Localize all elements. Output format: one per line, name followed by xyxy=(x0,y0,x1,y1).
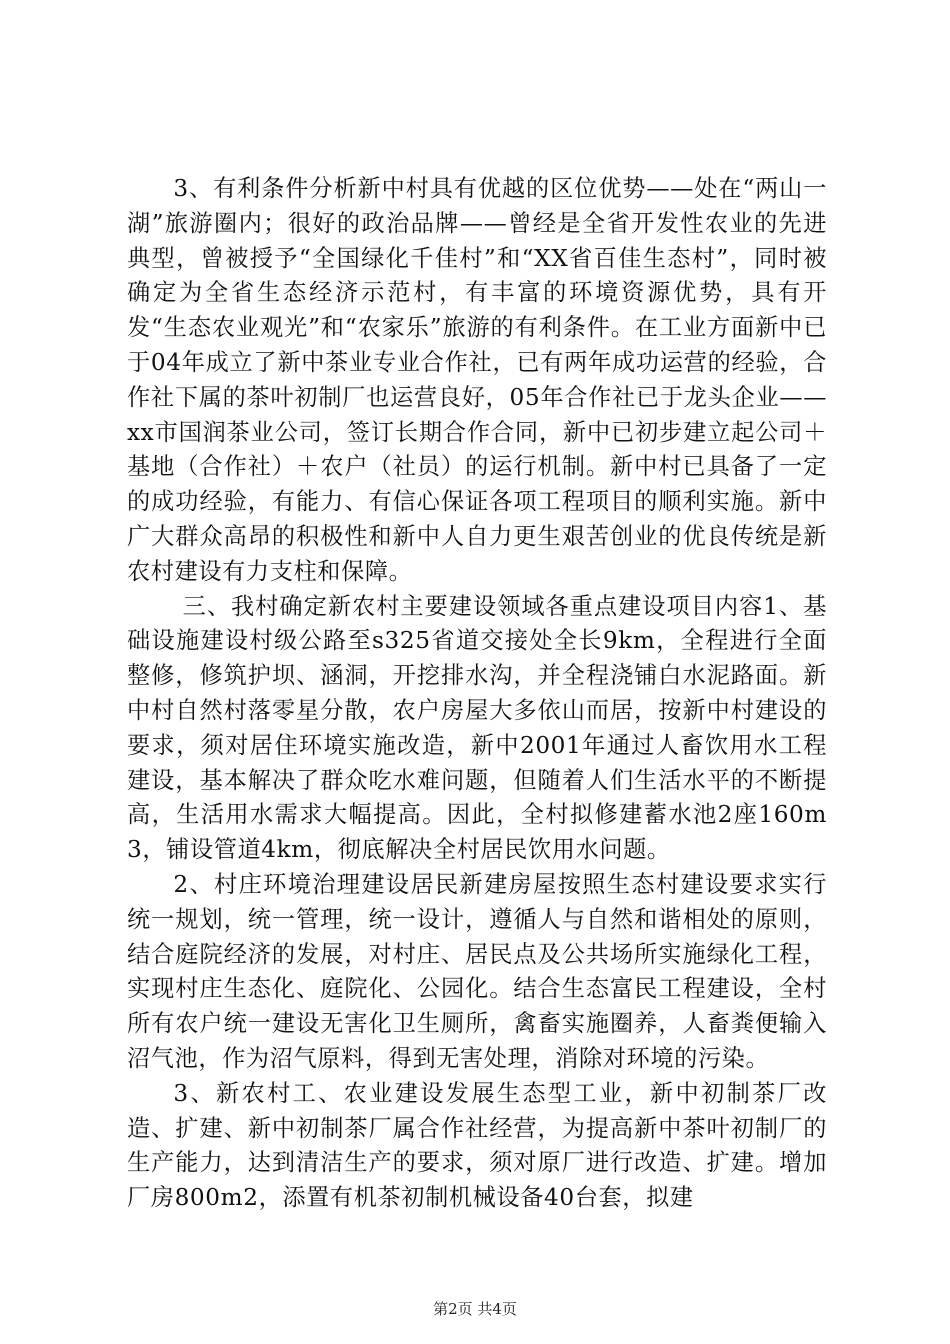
page-footer: 第2页 共4页 xyxy=(433,1300,517,1318)
paragraph-favorable-conditions: 3、有利条件分析新中村具有优越的区位优势——处在“两山一湖”旅游圈内；很好的政治品牌——曾经是全省开发性农业的先进典型，曾被授予“全国绿化千佳村”和“XX省百佳生态村”，同时被确定为全省生态经济示范村，有丰富的环境资源优势，具有开发“生态农业观光”和“农家乐”旅游的有利条件。在工业方面新中已于04年成立了新中茶业专业合作社，已有两年成功运营的经验，合作社下属的茶叶初制厂也运营良好，05年合作社已于龙头企业——xx市国润茶业公司，签订长期合作合同，新中已初步建立起公司＋基地（合作社）＋农户（社员）的运行机制。新中村已具备了一定的成功经验，有能力、有信心保证各项工程项目的顺利实施。新中广大群众高昂的积极性和新中人自力更生艰苦创业的优良传统是新农村建设有力支柱和保障。 xyxy=(127,175,827,585)
paragraph-industry-agriculture: 3、新农村工、农业建设发展生态型工业，新中初制茶厂改造、扩建、新中初制茶厂属合作社经营，为提高新中茶叶初制厂的生产能力，达到清洁生产的要求，须对原厂进行改造、扩建。增加厂房800m2，添置有机茶初制机械设备40台套，拟建 xyxy=(127,1079,827,1212)
paragraph-village-environment: 2、村庄环境治理建设居民新建房屋按照生态村建设要求实行统一规划，统一管理，统一设计，遵循人与自然和谐相处的原则，结合庭院经济的发展，对村庄、居民点及公共场所实施绿化工程，实现村庄生态化、庭院化、公园化。结合生态富民工程建设，全村所有农户统一建设无害化卫生厕所，禽畜实施圈养，人畜粪便输入沼气池，作为沼气原料，得到无害处理，消除对环境的污染。 xyxy=(127,870,827,1072)
document-body xyxy=(127,172,827,1216)
paragraph-construction-projects: 三、我村确定新农村主要建设领域各重点建设项目内容1、基础设施建设村级公路至s325省道交接处全长9km，全程进行全面整修，修筑护坝、涵洞，开挖排水沟，并全程浇铺白水泥路面。新中村自然村落零星分散，农户房屋大多依山而居，按新中村建设的要求，须对居住环境实施改造，新中2001年通过人畜饮用水工程建设，基本解决了群众吃水难问题，但随着人们生活水平的不断提高，生活用水需求大幅提高。因此，全村拟修建蓄水池2座160m3，铺设管道4km，彻底解决全村居民饮用水问题。 xyxy=(127,592,827,864)
